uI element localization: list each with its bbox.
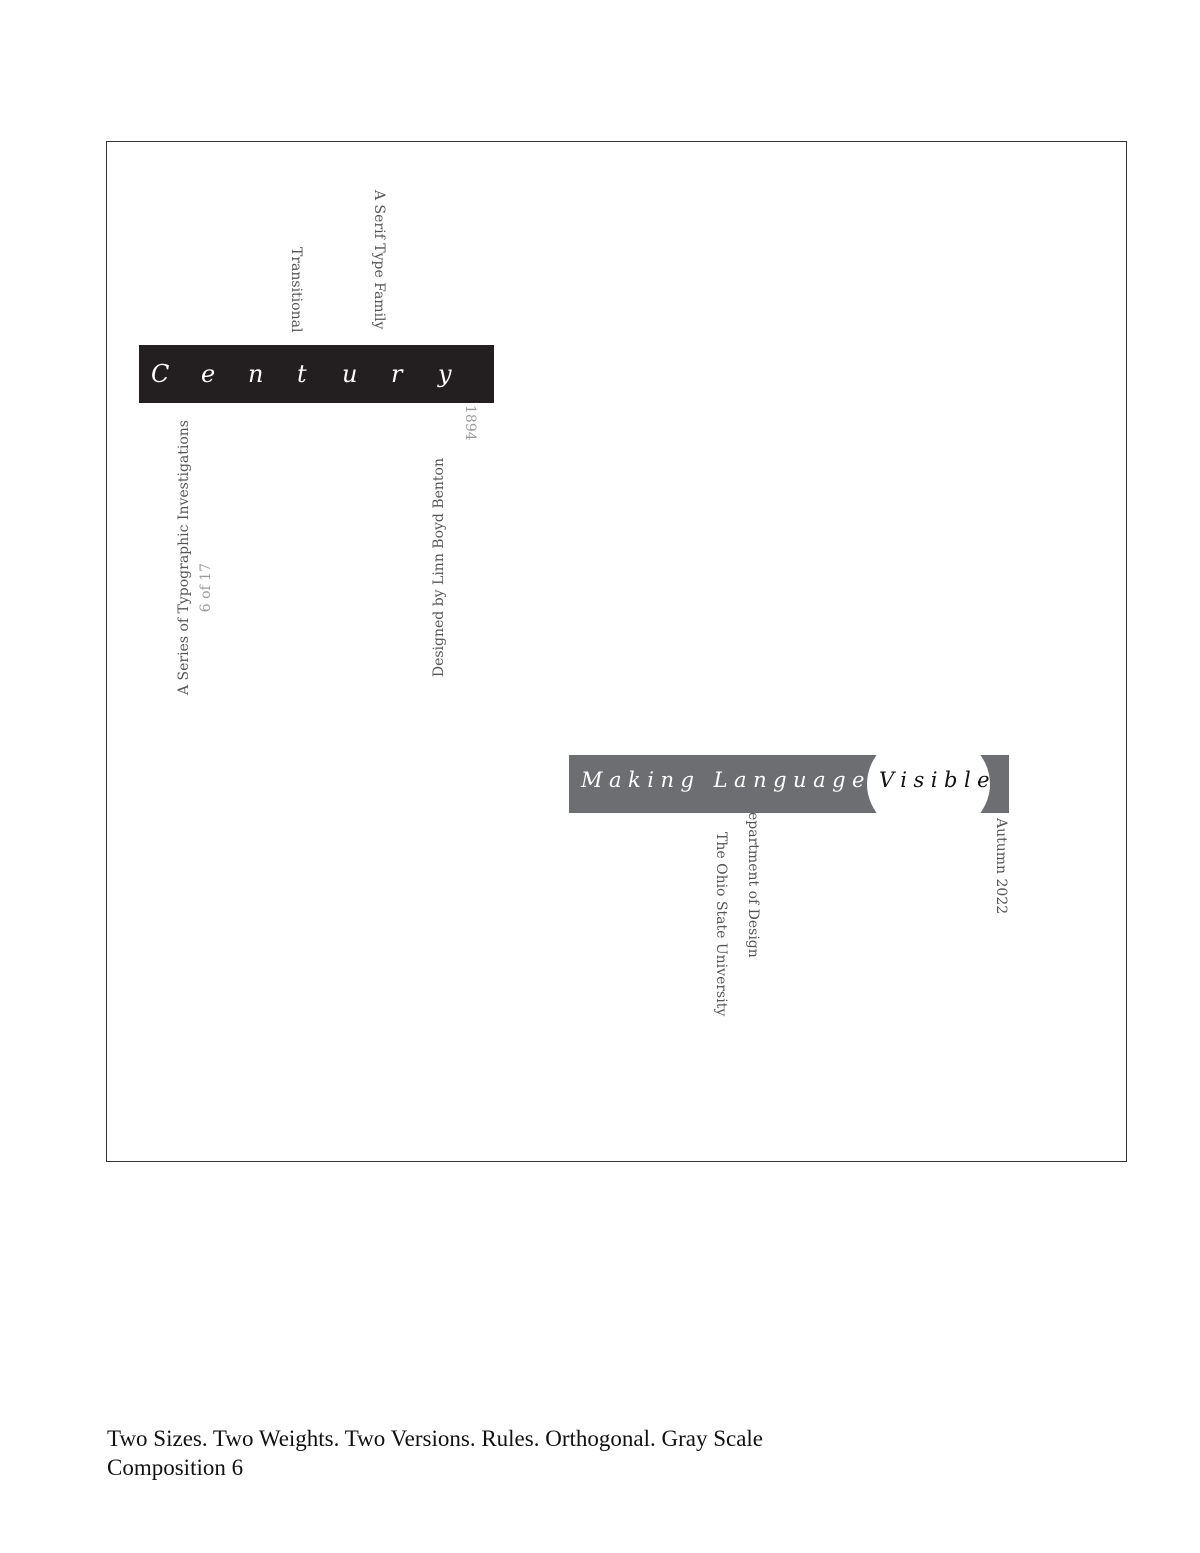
label-series: A Series of Typographic Investigations	[176, 420, 192, 696]
banner-clip	[569, 755, 1009, 813]
banner-visible: Visible	[879, 768, 997, 792]
century-title-bar	[139, 345, 494, 403]
label-transitional: Transitional	[288, 247, 304, 333]
century-letter-t: t	[297, 360, 307, 388]
century-letter-c: C	[151, 360, 170, 388]
banner-making-language: Making Language	[581, 768, 871, 792]
credit-season: Autumn 2022	[993, 818, 1009, 915]
label-designer: Designed by Linn Boyd Benton	[431, 458, 447, 678]
century-letter-y: y	[438, 360, 452, 388]
label-count: 6 of 17	[198, 563, 214, 613]
footer-line-1: Two Sizes. Two Weights. Two Versions. Rules. Orthogonal. Gray Scale	[107, 1426, 764, 1451]
century-letter-n: n	[248, 360, 264, 388]
credit-department: epartment of Design	[745, 812, 761, 958]
century-letter-r: r	[391, 360, 403, 388]
credit-university: The Ohio State University	[713, 832, 729, 1017]
composition-frame	[106, 141, 1127, 1162]
footer-caption	[107, 1424, 763, 1482]
label-serif-family: A Serif Type Family	[371, 190, 387, 330]
label-year: 1894	[462, 405, 478, 441]
century-letter-u: u	[342, 360, 358, 388]
century-letter-e: e	[201, 360, 216, 388]
footer-line-2: Composition 6	[107, 1455, 244, 1480]
